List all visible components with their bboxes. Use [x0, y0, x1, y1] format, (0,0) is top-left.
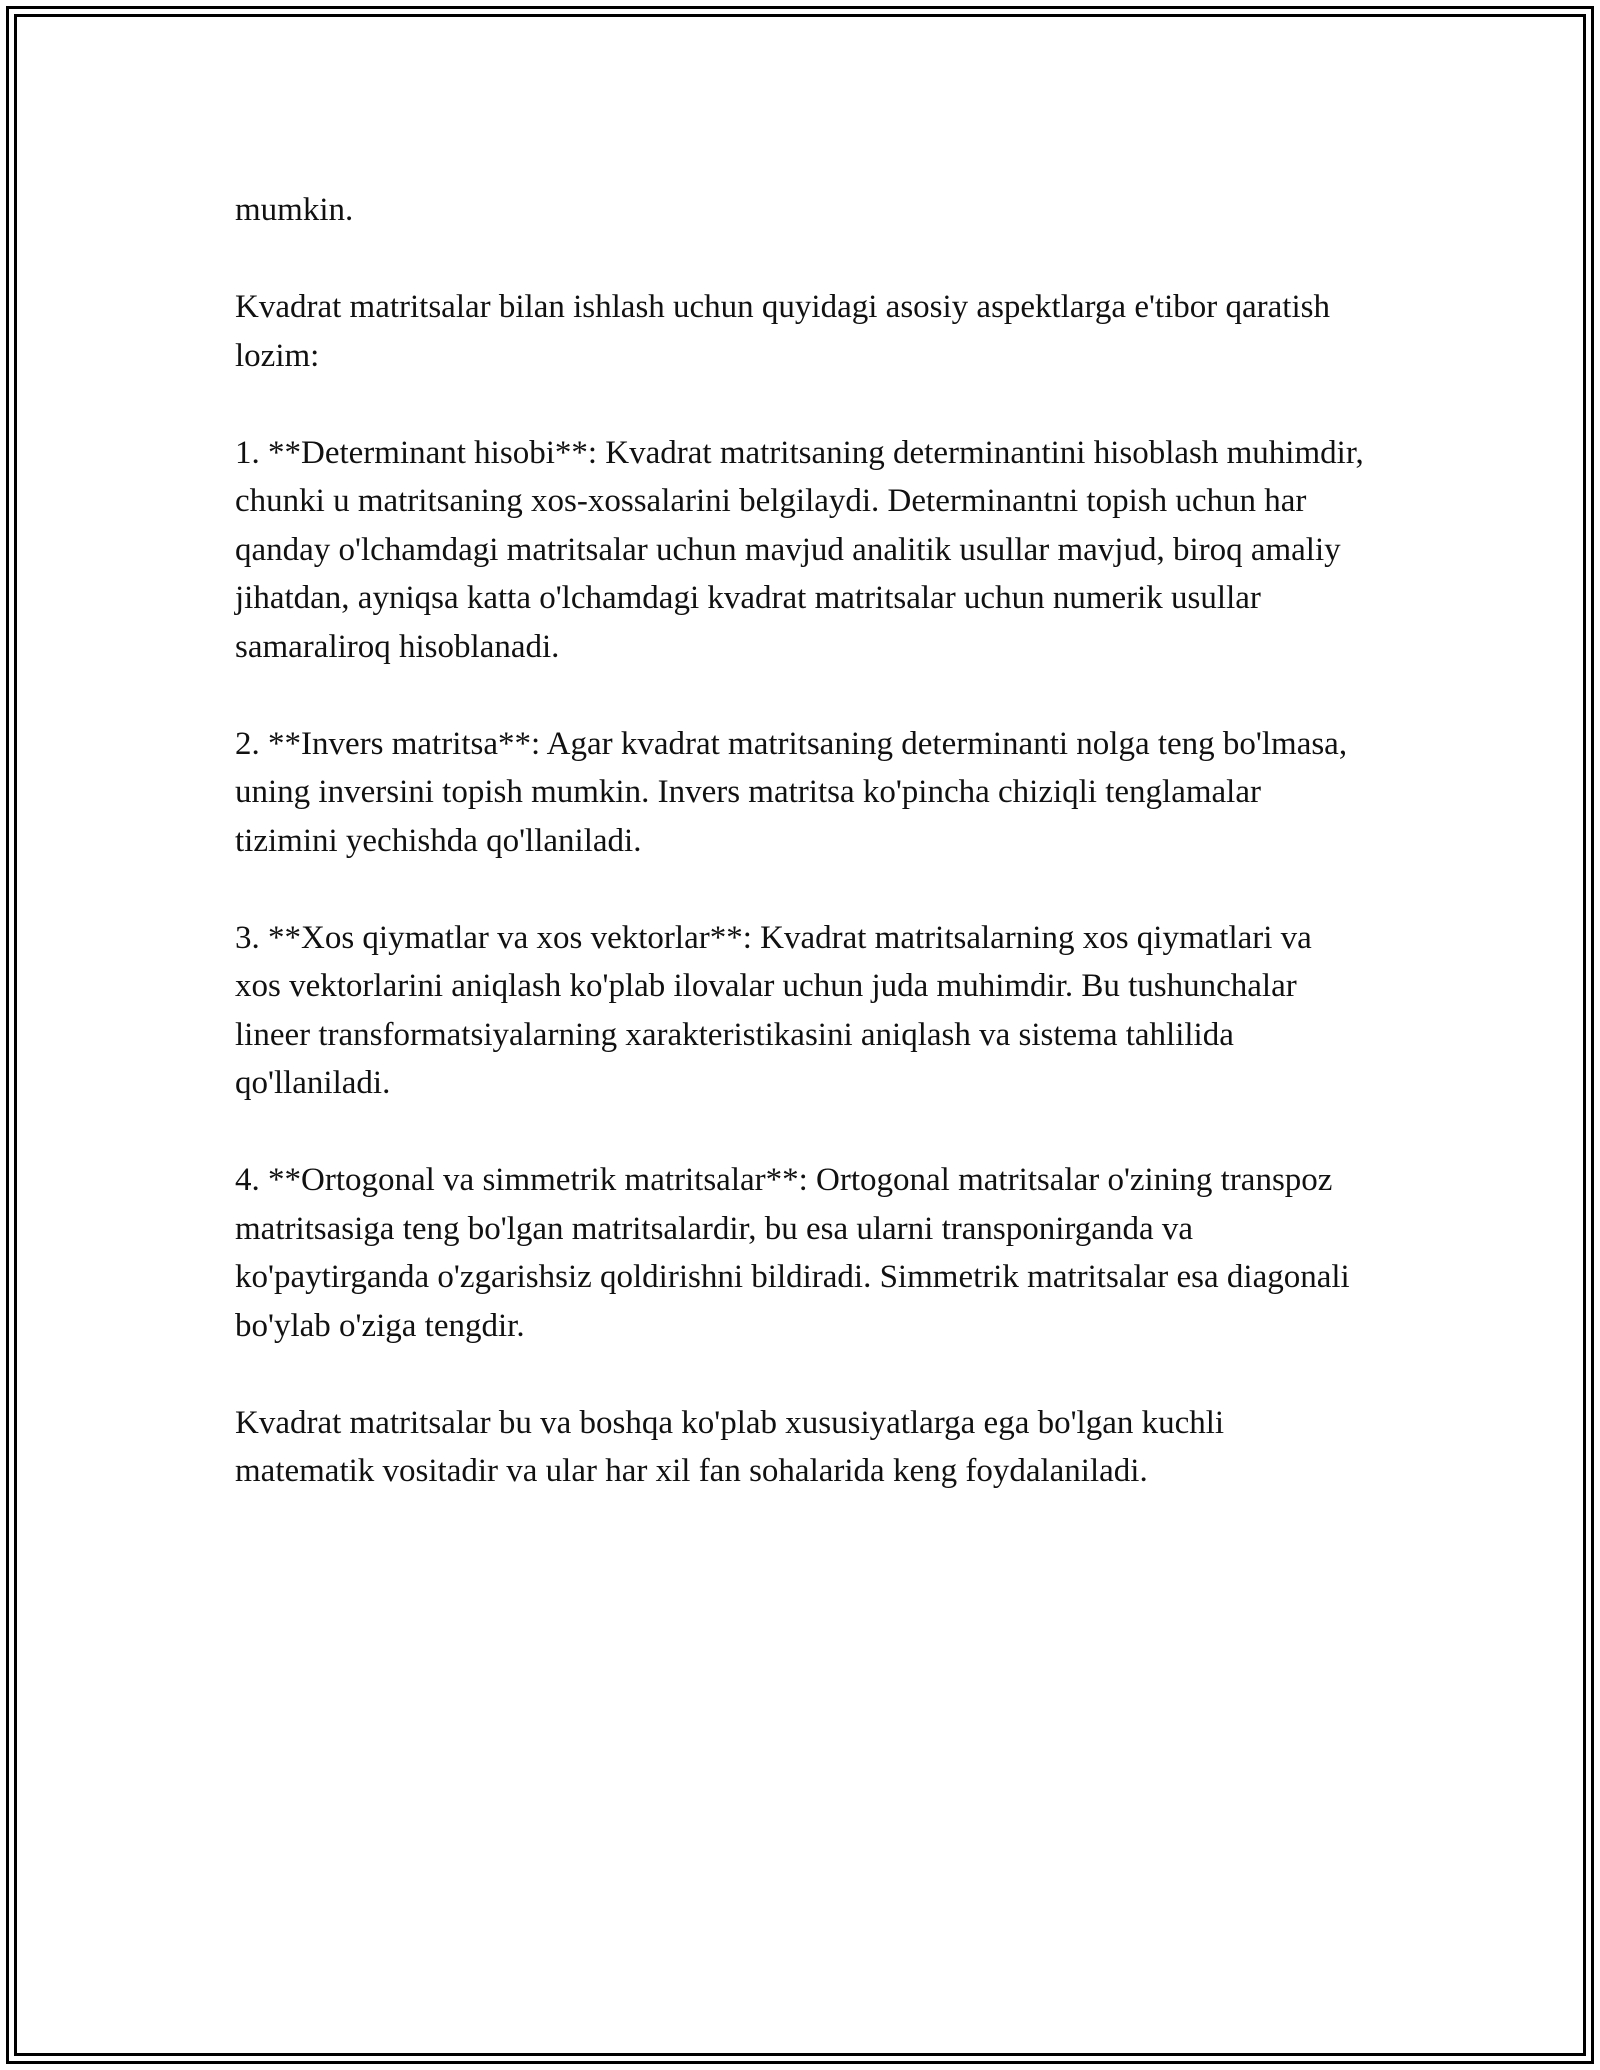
paragraph-intro: Kvadrat matritsalar bilan ishlash uchun quyidagi asosiy aspektlarga e'tibor qaratish lozim:	[235, 289, 1330, 374]
paragraph-continuation: mumkin.	[235, 192, 354, 228]
paragraph-conclusion: Kvadrat matritsalar bu va boshqa ko'plab xususiyatlarga ega bo'lgan kuchli matematik vositadir va ular har xil fan sohalarida keng foydalaniladi.	[235, 1404, 1225, 1489]
paragraph-determinant: 1. **Determinant hisobi**: Kvadrat matritsaning determinantini hisoblash muhimdir, chunki u matritsaning xos-xossalarini belgilaydi. Determinantni topish uchun har qanday o'lchamdagi matritsalar uchun mavjud analitik usullar mavjud, biroq amaliy jihatdan, ayniqsa katta o'lchamdagi kvadrat matritsalar uchun numerik usullar samaraliroq hisoblanadi.	[235, 434, 1364, 665]
paragraph-inverse: 2. **Invers matritsa**: Agar kvadrat matritsaning determinanti nolga teng bo'lmasa, uning inversini topish mumkin. Invers matritsa ko'pincha chiziqli tenglamalar tizimini yechishda qo'llaniladi.	[235, 725, 1348, 859]
paragraph-eigen: 3. **Xos qiymatlar va xos vektorlar**: Kvadrat matritsalarning xos qiymatlari va xos vektorlarini aniqlash ko'plab ilovalar uchun juda muhimdir. Bu tushunchalar lineer transformatsiyalarning xarakteristikasini aniqlash va sistema tahlilida qo'llaniladi.	[235, 919, 1312, 1101]
paragraph-orthogonal: 4. **Ortogonal va simmetrik matritsalar**: Ortogonal matritsalar o'zining transpoz matritsasiga teng bo'lgan matritsalardir, bu esa ularni transponirganda va ko'paytirganda o'zgarishsiz qoldirishni bildiradi. Simmetrik matritsalar esa diagonali bo'ylab o'ziga tengdir.	[235, 1162, 1350, 1344]
document-body	[235, 186, 1365, 1544]
